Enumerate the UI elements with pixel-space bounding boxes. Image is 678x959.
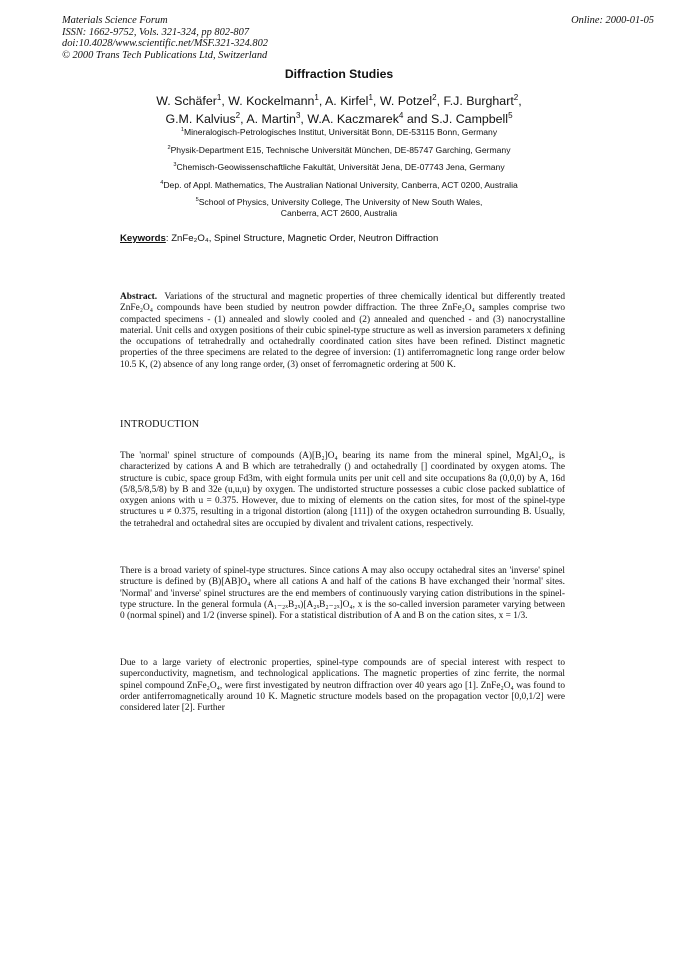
author-affiliation-mark: 1: [368, 92, 373, 102]
author-name: F.J. Burghart: [443, 94, 514, 108]
doi-line: doi:10.4028/www.scientific.net/MSF.321-324.802: [62, 38, 268, 49]
affiliation-5: [0, 197, 678, 219]
author-separator: ,: [372, 94, 380, 108]
author-affiliation-mark: 3: [295, 110, 301, 120]
intro-paragraph-1: The 'normal' spinel structure of compounds (A)[B₂]O₄ bearing its name from the mineral spinel, MgAl₂O₄, is characterized by cations A and B which are tetrahedrally () and octahedrally [] coordinated by oxygen atoms. The structure is cubic, space group Fd3m, with eight formula units per unit cell and site occupations 8a (0,0,0) by A, 16d (5/8,5/8,5/8) by B and 32e (u,u,u) by oxygen. The undistorted structure possesses a cubic close packed sublattice of oxygen anions with u = 0.375. However, due to mixing of elements on the cation sites, for most of the spinel-type structures u ≠ 0.375, resulting in a trigonal distortion (along [111]) of the oxygen octahedron surrounding B. Usually, the tetrahedral and octahedral sites are occupied by divalent and trivalent cations, respectively.: [120, 451, 565, 529]
author-affiliation-mark: 2: [235, 110, 241, 120]
affiliation-text: Physik-Department E15, Technische Universität München, DE-85747 Garching, Germany: [170, 144, 511, 155]
keywords: [120, 233, 580, 244]
publication-header: [62, 15, 654, 61]
affiliation-text: School of Physics, University College, The University of New South Wales,: [198, 197, 483, 207]
keywords-label: Keywords: [120, 233, 166, 244]
author-list: [0, 92, 678, 128]
issn-line: ISSN: 1662-9752, Vols. 321-324, pp 802-807: [62, 26, 250, 38]
author-affiliation-mark: 1: [314, 92, 319, 102]
author-affiliation-mark: 2: [432, 92, 437, 102]
author-separator: ,: [436, 94, 444, 108]
affiliation-3: [0, 162, 678, 173]
affiliation-list: [0, 127, 678, 226]
author-affiliation-mark: 1: [216, 92, 222, 102]
affiliation-4: [0, 180, 678, 191]
affiliation-text: Dep. of Appl. Mathematics, The Australian National University, Canberra, ACT 0200, Australia: [163, 179, 518, 190]
author-separator: ,: [221, 94, 229, 108]
online-date: Online: 2000-01-05: [571, 15, 654, 26]
affiliation-1: [0, 127, 678, 138]
affiliation-number: 2: [167, 144, 171, 151]
section-heading-introduction: INTRODUCTION: [120, 419, 200, 430]
author-affiliation-mark: 2: [513, 92, 519, 102]
author-line-1: [0, 92, 678, 110]
author-affiliation-mark: 4: [398, 110, 404, 120]
affiliation-text: Chemisch-Geowissenschaftliche Fakultät, Universität Jena, DE-07743 Jena, Germany: [176, 162, 505, 172]
author-name: W.A. Kaczmarek: [307, 112, 399, 126]
intro-paragraph-2: There is a broad variety of spinel-type structures. Since cations A may also occupy octahedral sites an 'inverse' spinel structure is defined by (B)[AB]O₄ where all cations A and half of the cations B have exchanged their 'normal' sites. 'Normal' and 'inverse' spinel structures are the end members of continuously varying cation distributions in the spinel-type structure. In the general formula (A₁₋₂ₓB₂ₓ)[A₂ₓB₂₋₂ₓ]O₄, x is the so-called inversion parameter varying between 0 (normal spinel) and 1/2 (inverse spinel). For a statistical distribution of A and B on the cation sites, x = 1/3.: [120, 566, 565, 622]
affiliation-text-continued: Canberra, ACT 2600, Australia: [280, 208, 398, 218]
author-name: W. Kockelmann: [228, 94, 315, 108]
author-name: W. Potzel: [379, 94, 433, 108]
author-affiliation-mark: 5: [508, 110, 513, 120]
author-separator: ,: [240, 112, 247, 126]
author-name: A. Kirfel: [325, 94, 369, 108]
author-name: S.J. Campbell: [430, 112, 509, 126]
paper-title: Diffraction Studies: [284, 67, 394, 81]
affiliation-number: 3: [173, 162, 177, 169]
affiliation-text: Mineralogisch-Petrologisches Institut, Universität Bonn, DE-53115 Bonn, Germany: [183, 127, 498, 137]
affiliation-number: 4: [160, 179, 164, 186]
journal-name: Materials Science Forum: [62, 15, 168, 26]
affiliation-2: [0, 145, 678, 156]
keywords-text: ZnFe₂O₄, Spinel Structure, Magnetic Order, Neutron Diffraction: [168, 233, 439, 244]
abstract-text: Variations of the structural and magnetic properties of three chemically identical but differently treated ZnFe₂O₄ compounds have been studied by neutron powder diffraction. The three ZnFe₂O₄ samples comprise two compacted specimens - (1) annealed and slowly cooled and (2) annealed and quenched - and (3) nanocrystalline material. Unit cells and oxygen positions of their cubic spinel-type structure as well as inversion parameters x defining the occupations of tetrahedrally and octahedrally coordinated cation sites have been refined. Distinct magnetic properties of the three specimens are related to the degree of inversion: (1) antiferromagnetic long range order below 10.5 K, (2) absence of any long range order, (3) onset of ferromagnetic ordering at 500 K.: [120, 292, 566, 370]
author-name: W. Schäfer: [156, 94, 217, 108]
abstract: [120, 292, 565, 371]
intro-paragraph-3: Due to a large variety of electronic properties, spinel-type compounds are of special interest with respect to superconductivity, magnetism, and technological applications. The magnetic properties of zinc ferrite, the normal spinel compound ZnFe₂O₄, were first investigated by neutron diffraction over 40 years ago [1]. ZnFe₂O₄ was found to order antiferromagnetically around 10 K. Magnetic structure models based on the propagation vector [0,0,1/2] were considered later [2]. Further: [120, 658, 565, 714]
author-separator: ,: [318, 94, 326, 108]
author-separator: ,: [300, 112, 308, 126]
author-line-2: [0, 110, 678, 128]
author-separator: and: [403, 112, 431, 126]
copyright-line: © 2000 Trans Tech Publications Ltd, Switzerland: [62, 49, 268, 61]
author-name: A. Martin: [246, 112, 296, 126]
author-name: G.M. Kalvius: [165, 112, 236, 126]
author-separator: ,: [518, 94, 522, 108]
abstract-label: Abstract.: [120, 292, 158, 302]
keywords-colon: :: [165, 233, 169, 244]
affiliation-number: 5: [195, 197, 199, 204]
affiliation-number: 1: [180, 127, 184, 134]
